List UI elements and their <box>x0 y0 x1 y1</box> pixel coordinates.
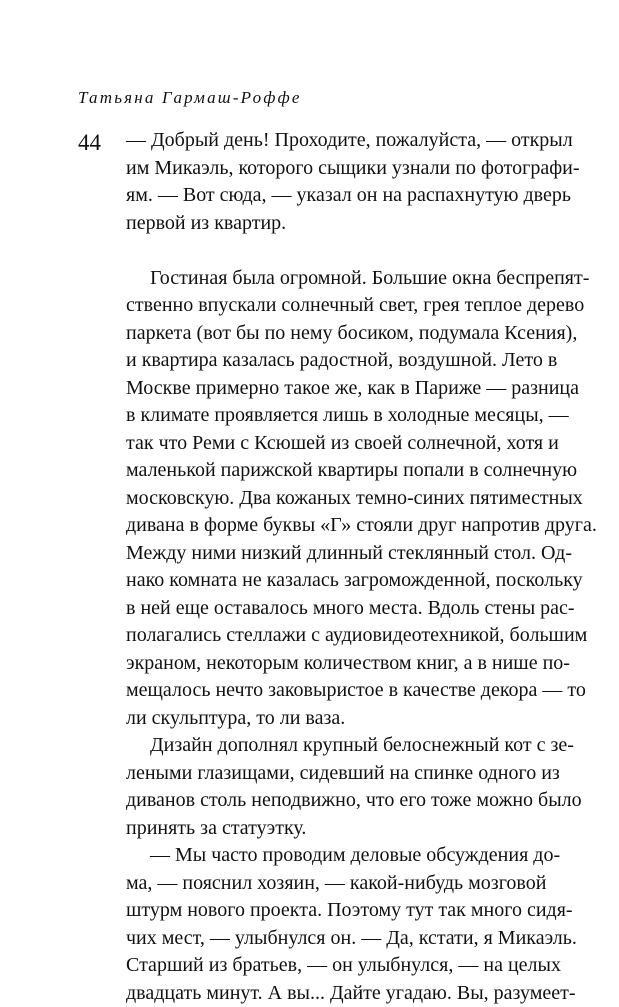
text-line: — Мы часто проводим деловые обсуждения до- <box>126 842 544 870</box>
text-line: штурм нового проекта. Поэтому тут так много сидя- <box>126 897 544 925</box>
text-line: московскую. Два кожаных темно-синих пятиместных <box>126 485 544 513</box>
text-line: ма, — пояснил хозяин, — какой-нибудь мозговой <box>126 870 544 898</box>
paragraph-gap <box>126 237 544 265</box>
paragraph <box>126 842 544 1007</box>
text-line: полагались стеллажи с аудиовидеотехникой, большим <box>126 622 544 650</box>
text-line: Дизайн дополнял крупный белоснежный кот с зе- <box>126 732 544 760</box>
text-line: чих мест, — улыбнулся он. — Да, кстати, я Микаэль. <box>126 925 544 953</box>
text-line: двадцать минут. А вы... Дайте угадаю. Вы, разумеет- <box>126 980 544 1007</box>
text-line: в ней еще оставалось много места. Вдоль стены рас- <box>126 595 544 623</box>
text-line: Москве примерно такое же, как в Париже — разница <box>126 375 544 403</box>
text-line: им Микаэль, которого сыщики узнали по фотографи- <box>126 155 544 183</box>
page-number: 44 <box>78 127 101 158</box>
text-line: мещалось нечто заковыристое в качестве декора — то <box>126 677 544 705</box>
text-line: дивана в форме буквы «Г» стояли друг напротив друга. <box>126 512 544 540</box>
running-head: Татьяна Гармаш-Роффе <box>78 88 302 108</box>
text-line: Между ними низкий длинный стеклянный стол. Од- <box>126 540 544 568</box>
text-line: ям. — Вот сюда, — указал он на распахнутую дверь <box>126 182 544 210</box>
text-line: маленькой парижской квартиры попали в солнечную <box>126 457 544 485</box>
text-line: паркета (вот бы по нему босиком, подумала Ксения), <box>126 320 544 348</box>
text-line: ли скульптура, то ли ваза. <box>126 705 544 733</box>
text-line: ственно впускали солнечный свет, грея теплое дерево <box>126 292 544 320</box>
text-line: в климате проявляется лишь в холодные месяцы, — <box>126 402 544 430</box>
text-line: так что Реми с Ксюшей из своей солнечной, хотя и <box>126 430 544 458</box>
text-line: экраном, некоторым количеством книг, а в нише по- <box>126 650 544 678</box>
text-line: принять за статуэтку. <box>126 815 544 843</box>
body-text <box>126 127 544 1007</box>
text-line: Гостиная была огромной. Большие окна беспрепят- <box>126 265 544 293</box>
paragraph <box>126 732 544 842</box>
text-line: диванов столь неподвижно, что его тоже можно было <box>126 787 544 815</box>
text-line: Старший из братьев, — он улыбнулся, — на целых <box>126 952 544 980</box>
text-line: первой из квартир. <box>126 210 544 238</box>
text-line: леными глазищами, сидевший на спинке одного из <box>126 760 544 788</box>
text-line: и квартира казалась радостной, воздушной. Лето в <box>126 347 544 375</box>
text-line: — Добрый день! Проходите, пожалуйста, — открыл <box>126 127 544 155</box>
paragraph <box>126 265 544 733</box>
paragraph <box>126 127 544 237</box>
text-line: нако комната не казалась загроможденной, поскольку <box>126 567 544 595</box>
